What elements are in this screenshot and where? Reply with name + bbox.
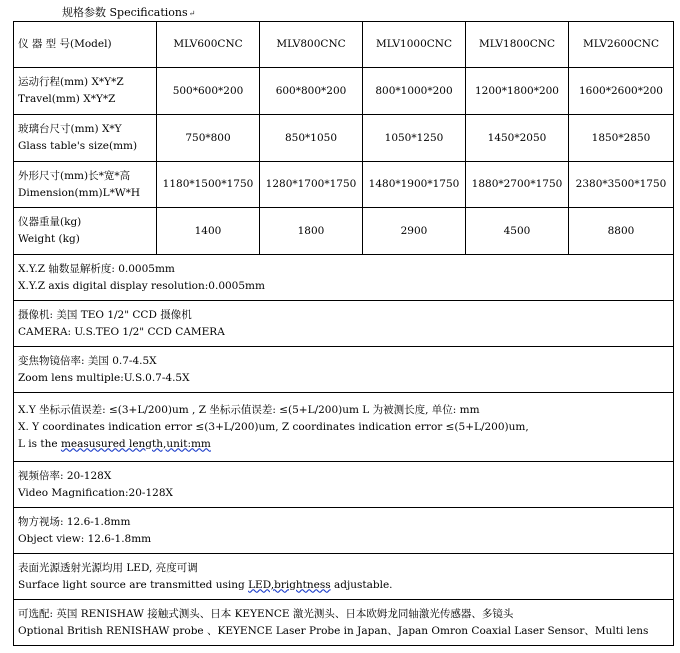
- table-cell: 1400: [157, 208, 260, 255]
- note-zoom: [14, 347, 674, 393]
- note-video: [14, 462, 674, 508]
- row-label: [14, 208, 157, 255]
- table-cell: 850*1050: [260, 115, 363, 162]
- model-4: MLV1800CNC: [466, 22, 569, 68]
- note-error-en2-underlined: measusured length,unit:mm: [60, 437, 211, 450]
- table-cell: 8800: [569, 208, 674, 255]
- table-cell: 500*600*200: [157, 68, 260, 115]
- specifications-caption: [62, 4, 195, 20]
- model-2: MLV800CNC: [260, 22, 363, 68]
- row-label-en: Travel(mm) X*Y*Z: [18, 93, 116, 105]
- note-light-cn: 表面光源透射光源均用 LED, 亮度可调: [18, 561, 198, 574]
- table-cell: 2900: [363, 208, 466, 255]
- note-object-view-en: Object view: 12.6-1.8mm: [18, 532, 152, 545]
- note-resolution-en: X.Y.Z axis digital display resolution:0.0005mm: [18, 279, 265, 292]
- note-light-en: [18, 577, 669, 594]
- note-error-en2: [18, 436, 669, 453]
- note-optional-en: Optional British RENISHAW probe 、KEYENCE Laser Probe in Japan、Japan Omron Coaxial Laser Sensor、Multi lens: [18, 624, 649, 637]
- row-label: [14, 68, 157, 115]
- row-label-cn: 外形尺寸(mm)长*宽*高: [18, 169, 131, 182]
- row-label-en: Glass table's size(mm): [18, 140, 138, 152]
- row-label-en: Weight (kg): [18, 233, 80, 245]
- table-cell: 1050*1250: [363, 115, 466, 162]
- table-cell: 1800: [260, 208, 363, 255]
- note-zoom-en: Zoom lens multiple:U.S.0.7-4.5X: [18, 371, 190, 384]
- note-resolution-cn: X.Y.Z 轴数显解析度: 0.0005mm: [18, 262, 175, 275]
- note-error-en1: X. Y coordinates indication error ≤(3+L/200)um, Z coordinates indication error ≤(5+L/200)um,: [18, 420, 529, 433]
- specifications-table: [13, 21, 674, 646]
- table-row-dimension: [14, 162, 674, 208]
- table-cell: 600*800*200: [260, 68, 363, 115]
- table-cell: 1600*2600*200: [569, 68, 674, 115]
- note-light: [14, 554, 674, 600]
- model-1: MLV600CNC: [157, 22, 260, 68]
- note-error-en2-prefix: L is the: [18, 437, 61, 450]
- note-video-cn: 视频倍率: 20-128X: [18, 469, 112, 482]
- note-camera: [14, 301, 674, 347]
- note-resolution: [14, 255, 674, 301]
- note-cell: [14, 508, 674, 554]
- note-camera-cn: 摄像机: 美国 TEO 1/2" CCD 摄像机: [18, 308, 192, 321]
- note-cell: [14, 301, 674, 347]
- note-optional-cn: 可选配: 英国 RENISHAW 接触式测头、日本 KEYENCE 激光测头、日本欧姆龙同轴激光传感器、多镜头: [18, 607, 514, 620]
- note-object-view: [14, 508, 674, 554]
- row-label-cn: 玻璃台尺寸(mm) X*Y: [18, 123, 122, 135]
- model-5: MLV2600CNC: [569, 22, 674, 68]
- table-cell: 2380*3500*1750: [569, 162, 674, 208]
- note-cell: [14, 554, 674, 600]
- note-light-en-underlined: LED,brightness: [248, 578, 331, 591]
- table-cell: 4500: [466, 208, 569, 255]
- table-cell: 1200*1800*200: [466, 68, 569, 115]
- table-cell: 750*800: [157, 115, 260, 162]
- row-label-cn: 仪器重量(kg): [18, 216, 82, 228]
- table-cell: 1450*2050: [466, 115, 569, 162]
- row-label: [14, 162, 157, 208]
- table-row-models: [14, 22, 674, 68]
- table-row-weight: [14, 208, 674, 255]
- table-cell: 1480*1900*1750: [363, 162, 466, 208]
- row-label: [14, 115, 157, 162]
- note-video-en: Video Magnification:20-128X: [18, 486, 173, 499]
- note-cell: [14, 462, 674, 508]
- table-cell: 1850*2850: [569, 115, 674, 162]
- table-cell: 1280*1700*1750: [260, 162, 363, 208]
- note-cell: [14, 347, 674, 393]
- note-cell: [14, 600, 674, 646]
- note-cell: [14, 393, 674, 462]
- note-camera-en: CAMERA: U.S.TEO 1/2" CCD CAMERA: [18, 325, 225, 338]
- table-row-glass-table: [14, 115, 674, 162]
- model-3: MLV1000CNC: [363, 22, 466, 68]
- note-optional: [14, 600, 674, 646]
- row-label-cn: 运动行程(mm) X*Y*Z: [18, 76, 124, 88]
- caption-text: 规格参数 Specifications: [62, 6, 188, 19]
- models-label: 仪 器 型 号(Model): [14, 22, 157, 68]
- table-cell: 1180*1500*1750: [157, 162, 260, 208]
- row-label-en: Dimension(mm)L*W*H: [18, 186, 141, 199]
- paragraph-mark: ↵: [188, 9, 196, 18]
- note-light-en-suffix: adjustable.: [330, 578, 393, 591]
- note-cell: [14, 255, 674, 301]
- table-cell: 800*1000*200: [363, 68, 466, 115]
- note-object-view-cn: 物方视场: 12.6-1.8mm: [18, 515, 131, 528]
- note-error: [14, 393, 674, 462]
- note-error-cn: X.Y 坐标示值误差: ≤(3+L/200)um , Z 坐标示值误差: ≤(5+L/200)um L 为被测长度, 单位: mm: [18, 403, 480, 416]
- note-light-en-prefix: Surface light source are transmitted using: [18, 578, 249, 591]
- table-cell: 1880*2700*1750: [466, 162, 569, 208]
- table-row-travel: [14, 68, 674, 115]
- note-zoom-cn: 变焦物镜倍率: 美国 0.7-4.5X: [18, 354, 157, 367]
